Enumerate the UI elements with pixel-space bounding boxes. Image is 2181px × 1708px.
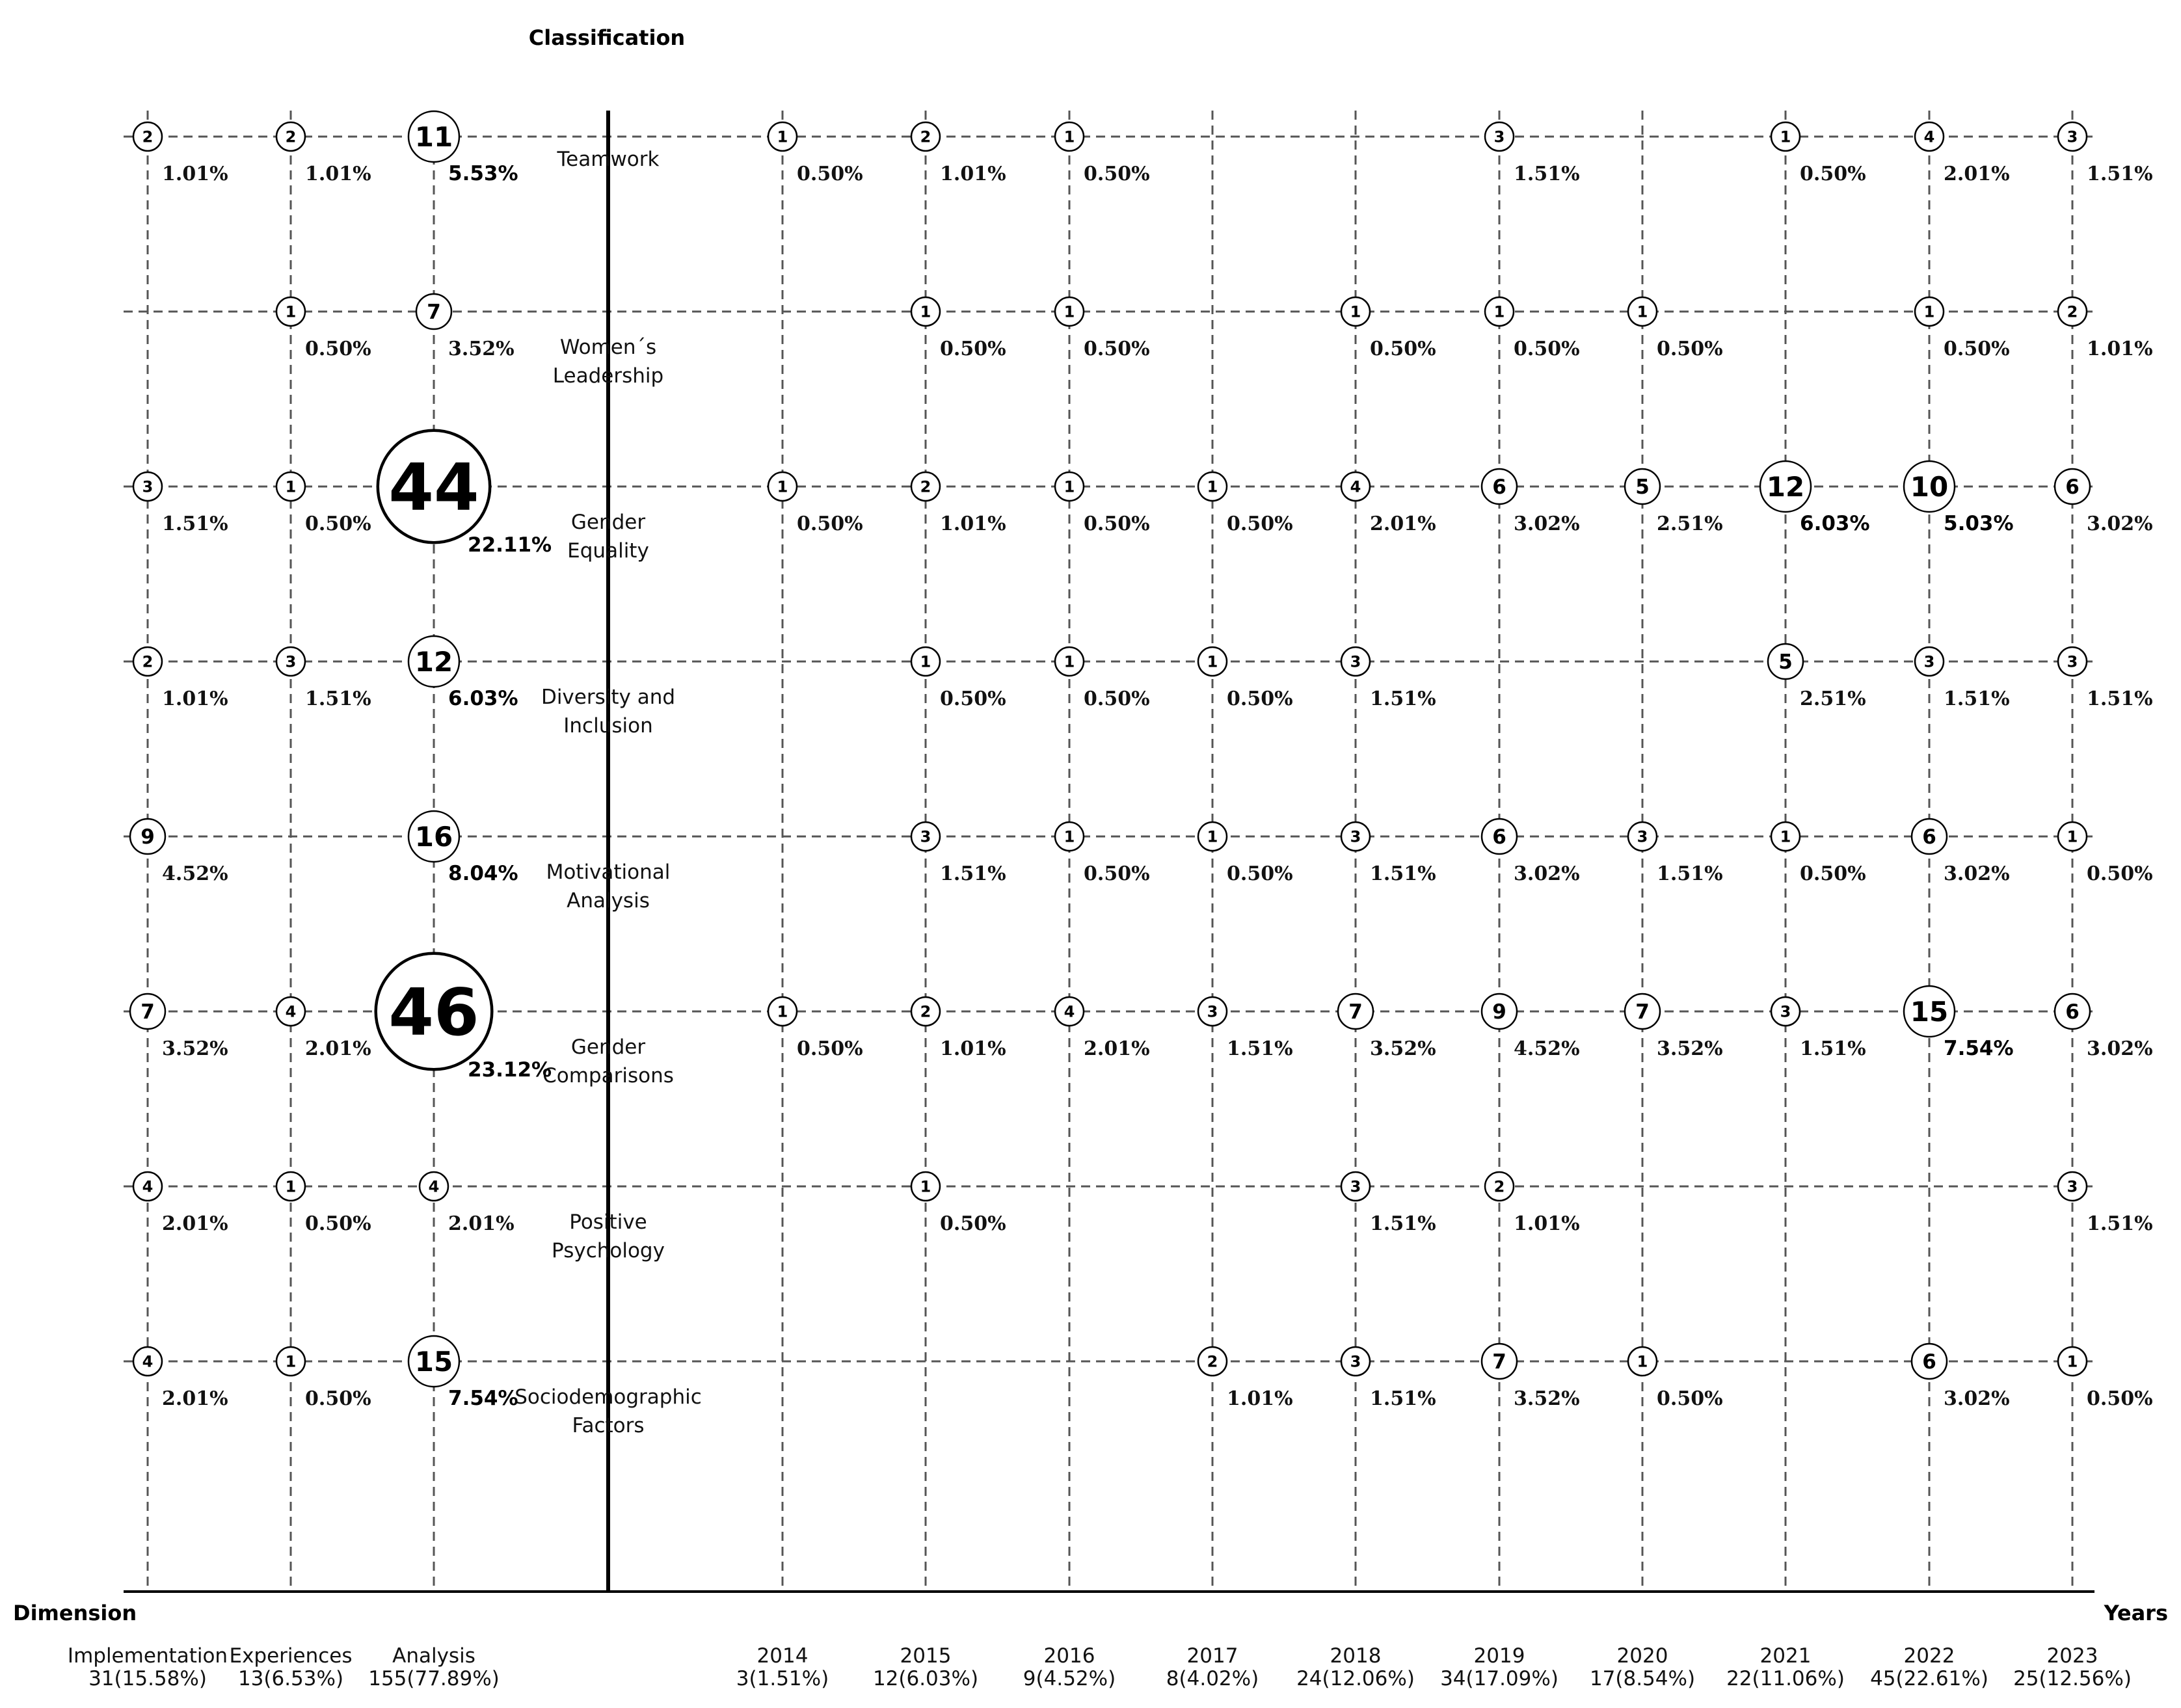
bubble-percent-label: 1.01%	[940, 513, 1006, 535]
bubble-value-label: 1	[285, 302, 297, 321]
x-tick-label: 2020	[1616, 1644, 1668, 1668]
bubble	[2055, 469, 2153, 535]
bubble-value-label: 7	[427, 300, 441, 325]
bubble-value-label: 44	[388, 449, 479, 526]
bubble-percent-label: 1.51%	[1800, 1037, 1866, 1060]
bubble-percent-label: 23.12%	[468, 1058, 552, 1082]
bubble-percent-label: 2.01%	[305, 1037, 371, 1060]
category-label: Inclusion	[563, 714, 653, 738]
bubble-percent-label: 1.51%	[1227, 1037, 1293, 1060]
x-tick	[229, 1644, 352, 1690]
bubble-value-label: 6	[1922, 825, 1936, 849]
category-label: Psychology	[552, 1239, 665, 1262]
bubble-percent-label: 0.50%	[1084, 687, 1150, 710]
bubble-percent-label: 1.51%	[940, 862, 1006, 885]
bubble-percent-label: 0.50%	[1514, 338, 1580, 360]
bubble	[1904, 986, 2014, 1060]
bubble-percent-label: 2.01%	[1084, 1037, 1150, 1060]
bubble-percent-label: 1.51%	[1370, 687, 1436, 710]
bubble-percent-label: 0.50%	[305, 1387, 371, 1410]
bubble	[1768, 644, 1866, 710]
bubble-value-label: 1	[777, 477, 788, 496]
bubble-value-label: 16	[414, 821, 453, 853]
bubble-percent-label: 3.02%	[2087, 513, 2153, 535]
x-tick	[368, 1644, 500, 1690]
bubble-percent-label: 8.04%	[448, 862, 518, 885]
category-label: Comparisons	[542, 1064, 674, 1088]
bubble-value-label: 1	[920, 302, 931, 321]
bubble-percent-label: 6.03%	[1800, 512, 1870, 535]
bubble-value-label: 9	[140, 825, 155, 849]
x-tick-label: Implementation	[67, 1644, 228, 1668]
x-tick-label: 2022	[1903, 1644, 1955, 1668]
bubble-value-label: 3	[2067, 1177, 2078, 1196]
bubble	[2055, 994, 2153, 1060]
bubble-value-label: 3	[2067, 652, 2078, 671]
bubble-value-label: 3	[285, 652, 297, 671]
x-tick-label: 2021	[1760, 1644, 1812, 1668]
chart-title: Classification	[528, 25, 686, 50]
bubble-percent-label: 0.50%	[1084, 513, 1150, 535]
x-tick-total-label: 45(22.61%)	[1870, 1667, 1988, 1690]
bubble-percent-label: 1.01%	[940, 1037, 1006, 1060]
bubble-percent-label: 3.52%	[1657, 1037, 1723, 1060]
bubble	[1912, 819, 2010, 885]
bubble-percent-label: 1.01%	[1227, 1387, 1293, 1410]
x-tick-total-label: 22(11.06%)	[1726, 1667, 1845, 1690]
bubble-value-label: 1	[920, 652, 931, 671]
bubble-value-label: 1	[1207, 827, 1218, 846]
dimension-axis-label: Dimension	[13, 1601, 137, 1625]
bubble-value-label: 1	[1780, 127, 1791, 146]
bubble-percent-label: 3.02%	[1944, 862, 2010, 885]
bubble-value-label: 1	[1493, 302, 1505, 321]
bubble-value-label: 15	[414, 1346, 453, 1378]
bubble	[378, 431, 552, 557]
bubble-percent-label: 1.51%	[1657, 862, 1723, 885]
bubble-percent-label: 7.54%	[448, 1387, 518, 1410]
x-tick-total-label: 9(4.52%)	[1023, 1667, 1116, 1690]
bubble	[376, 954, 552, 1082]
x-tick-total-label: 24(12.06%)	[1296, 1667, 1415, 1690]
bubble-value-label: 1	[1064, 827, 1075, 846]
bubble-value-label: 12	[414, 646, 453, 678]
bubble-value-label: 3	[1923, 652, 1935, 671]
x-tick-label: 2014	[756, 1644, 809, 1668]
bubble-value-label: 1	[1064, 127, 1075, 146]
bubble	[408, 1336, 518, 1410]
bubble-value-label: 6	[1922, 1350, 1936, 1374]
bubble	[1482, 819, 1580, 885]
category-label: Leadership	[552, 364, 664, 388]
bubble-percent-label: 0.50%	[940, 687, 1006, 710]
x-tick	[1726, 1644, 1845, 1690]
bubble-percent-label: 1.51%	[2087, 163, 2153, 185]
bubble	[1482, 469, 1580, 535]
bubble-value-label: 2	[142, 127, 154, 146]
bubble-percent-label: 0.50%	[1800, 862, 1866, 885]
x-tick-total-label: 3(1.51%)	[736, 1667, 829, 1690]
bubble-value-label: 2	[285, 127, 297, 146]
bubble-value-label: 4	[1064, 1002, 1075, 1021]
category-label: Diversity and	[541, 686, 676, 709]
bubble-value-label: 1	[285, 1177, 297, 1196]
bubble-percent-label: 0.50%	[797, 513, 863, 535]
bubble-value-label: 3	[1350, 652, 1361, 671]
bubble-value-label: 2	[920, 127, 931, 146]
bubble-value-label: 3	[1207, 1002, 1218, 1021]
bubble-percent-label: 4.52%	[162, 862, 228, 885]
x-tick-total-label: 17(8.54%)	[1589, 1667, 1696, 1690]
bubble-value-label: 6	[1492, 825, 1506, 849]
category-label: Factors	[572, 1414, 645, 1437]
bubble-percent-label: 0.50%	[305, 513, 371, 535]
bubble-percent-label: 2.51%	[1657, 513, 1723, 535]
bubble-value-label: 2	[2067, 302, 2078, 321]
bubble-value-label: 1	[285, 1352, 297, 1371]
x-tick-labels	[68, 1644, 2132, 1690]
bubble-value-label: 1	[1064, 477, 1075, 496]
bubble	[130, 819, 228, 885]
x-tick	[1166, 1644, 1259, 1690]
bubble-value-label: 1	[1064, 652, 1075, 671]
bubble-value-label: 2	[920, 1002, 931, 1021]
x-tick-total-label: 13(6.53%)	[237, 1667, 344, 1690]
x-tick	[736, 1644, 829, 1690]
bubble-value-label: 10	[1910, 471, 1949, 503]
bubble-value-label: 7	[140, 1000, 155, 1024]
bubble-value-label: 11	[414, 121, 453, 153]
bubble-percent-label: 1.01%	[162, 163, 228, 185]
bubble	[1912, 1344, 2010, 1410]
bubble-value-label: 1	[1207, 652, 1218, 671]
bubble-value-label: 1	[1637, 1352, 1648, 1371]
x-tick-label: 2018	[1330, 1644, 1382, 1668]
category-label: Gender	[570, 1035, 646, 1059]
bubble-percent-label: 3.52%	[162, 1037, 228, 1060]
bubble-value-label: 4	[428, 1177, 440, 1196]
bubble-percent-label: 0.50%	[1800, 163, 1866, 185]
x-tick-total-label: 155(77.89%)	[368, 1667, 500, 1690]
bubble-percent-label: 1.51%	[1370, 1387, 1436, 1410]
bubble-percent-label: 2.01%	[162, 1212, 228, 1235]
bubble-percent-label: 0.50%	[940, 1212, 1006, 1235]
bubble-percent-label: 1.51%	[1944, 687, 2010, 710]
x-tick	[1590, 1644, 1695, 1690]
bubble-value-label: 3	[1350, 827, 1361, 846]
x-tick-label: 2017	[1186, 1644, 1238, 1668]
bubble-value-label: 2	[920, 477, 931, 496]
bubble-value-label: 7	[1492, 1350, 1506, 1374]
bubble-value-label: 2	[1493, 1177, 1505, 1196]
bubble-percent-label: 0.50%	[1084, 338, 1150, 360]
bubble-percent-label: 1.01%	[162, 687, 228, 710]
bubble-value-label: 4	[1923, 127, 1935, 146]
x-tick	[1870, 1644, 1988, 1690]
bubble-value-label: 1	[2067, 827, 2078, 846]
bubble	[408, 636, 518, 710]
bubble	[1482, 1344, 1580, 1410]
x-tick	[2013, 1644, 2132, 1690]
bubble-value-label: 1	[777, 1002, 788, 1021]
bubble-percent-label: 1.51%	[1514, 163, 1580, 185]
bubble-value-label: 3	[1493, 127, 1505, 146]
bubble	[408, 111, 518, 185]
bubble-value-label: 4	[142, 1352, 154, 1371]
x-tick	[1440, 1644, 1559, 1690]
bubble-value-label: 12	[1766, 471, 1805, 503]
category-label: Teamwork	[557, 148, 660, 171]
bubble-value-label: 7	[1348, 1000, 1363, 1024]
bubble-percent-label: 3.02%	[1514, 513, 1580, 535]
bubble	[1760, 461, 1870, 535]
bubble-value-label: 2	[1207, 1352, 1218, 1371]
bubble-percent-label: 0.50%	[305, 338, 371, 360]
bubble-percent-label: 22.11%	[468, 533, 552, 557]
bubble-percent-label: 1.01%	[305, 163, 371, 185]
x-tick-label: 2015	[900, 1644, 952, 1668]
bubble-percent-label: 1.51%	[2087, 687, 2153, 710]
x-tick-label: 2016	[1043, 1644, 1095, 1668]
bubble	[1625, 469, 1723, 535]
bubble-percent-label: 1.01%	[2087, 338, 2153, 360]
bubble-percent-label: 2.51%	[1800, 687, 1866, 710]
bubble-value-label: 5	[1635, 475, 1650, 500]
x-tick	[68, 1644, 228, 1690]
bubble-value-label: 46	[388, 974, 479, 1050]
bubble-percent-label: 7.54%	[1944, 1037, 2014, 1060]
bubble-percent-label: 0.50%	[1657, 338, 1723, 360]
bubble-value-label: 3	[1637, 827, 1648, 846]
x-tick-label: 2023	[2046, 1644, 2098, 1668]
bubble-percent-label: 2.01%	[162, 1387, 228, 1410]
x-tick-label: Experiences	[229, 1644, 353, 1668]
x-tick-total-label: 34(17.09%)	[1440, 1667, 1559, 1690]
bubble-percent-label: 0.50%	[797, 1037, 863, 1060]
bubble-value-label: 1	[1780, 827, 1791, 846]
bubble-percent-label: 3.52%	[1370, 1037, 1436, 1060]
x-tick	[873, 1644, 978, 1690]
x-tick-label: 2019	[1473, 1644, 1525, 1668]
bubble-percent-label: 1.51%	[1370, 1212, 1436, 1235]
bubble-value-label: 6	[1492, 475, 1506, 500]
bubble-value-label: 1	[1064, 302, 1075, 321]
bubble-percent-label: 0.50%	[1944, 338, 2010, 360]
x-tick-total-label: 8(4.02%)	[1166, 1667, 1259, 1690]
bubble-percent-label: 0.50%	[1227, 862, 1293, 885]
bubble-percent-label: 0.50%	[1227, 513, 1293, 535]
bubble-percent-label: 2.01%	[1944, 163, 2010, 185]
x-tick	[1296, 1644, 1415, 1690]
bubble-value-label: 1	[285, 477, 297, 496]
bubble-percent-label: 1.51%	[305, 687, 371, 710]
x-tick-total-label: 12(6.03%)	[872, 1667, 979, 1690]
bubble-value-label: 4	[285, 1002, 297, 1021]
bubble-percent-label: 3.52%	[448, 338, 515, 360]
bubble-percent-label: 3.52%	[1514, 1387, 1580, 1410]
bubble-percent-label: 0.50%	[797, 163, 863, 185]
bubble-percent-label: 6.03%	[448, 687, 518, 710]
bubble-percent-label: 0.50%	[305, 1212, 371, 1235]
bubble	[1482, 994, 1580, 1060]
category-label: Gender	[570, 511, 646, 534]
bubble-percent-label: 3.02%	[1514, 862, 1580, 885]
bubble-value-label: 3	[1780, 1002, 1791, 1021]
category-label: Sociodemographic	[515, 1385, 702, 1409]
bubble-percent-label: 3.02%	[1944, 1387, 2010, 1410]
bubble-percent-label: 0.50%	[940, 338, 1006, 360]
category-label: Positive	[569, 1210, 647, 1234]
bubble-percent-label: 1.51%	[2087, 1212, 2153, 1235]
bubble-value-label: 6	[2065, 1000, 2080, 1024]
x-tick-total-label: 31(15.58%)	[88, 1667, 207, 1690]
bubble-percent-label: 5.53%	[448, 162, 518, 185]
bubble-percent-label: 5.03%	[1944, 512, 2014, 535]
bubble-percent-label: 1.51%	[162, 513, 228, 535]
bubble-value-label: 1	[920, 1177, 931, 1196]
category-label: Motivational	[546, 861, 671, 884]
bubble-value-label: 3	[2067, 127, 2078, 146]
bubble-percent-label: 0.50%	[1084, 862, 1150, 885]
bubble-percent-label: 1.01%	[1514, 1212, 1580, 1235]
years-axis-label: Years	[2104, 1601, 2168, 1625]
bubble	[416, 294, 515, 360]
bubble-percent-label: 3.02%	[2087, 1037, 2153, 1060]
bubble-value-label: 3	[920, 827, 931, 846]
bubble-percent-label: 1.01%	[940, 163, 1006, 185]
bubble-value-label: 15	[1910, 996, 1949, 1028]
bubble-value-label: 1	[777, 127, 788, 146]
category-label: Equality	[567, 539, 649, 563]
category-label: Analysis	[567, 889, 650, 913]
bubble-percent-label: 0.50%	[2087, 862, 2153, 885]
bubble-percent-label: 2.01%	[448, 1212, 515, 1235]
bubble-percent-label: 0.50%	[1370, 338, 1436, 360]
bubble	[1338, 994, 1436, 1060]
bubble-value-label: 1	[1350, 302, 1361, 321]
bubble-value-label: 3	[142, 477, 154, 496]
bubble-value-label: 3	[1350, 1352, 1361, 1371]
bubble	[1904, 461, 2014, 535]
x-tick	[1023, 1644, 1116, 1690]
bubble-value-label: 2	[142, 652, 154, 671]
bubble-value-label: 4	[1350, 477, 1361, 496]
bubble	[1625, 994, 1723, 1060]
bubble	[130, 994, 228, 1060]
bubble-percent-label: 4.52%	[1514, 1037, 1580, 1060]
bubble	[408, 811, 518, 885]
bubble-percent-label: 1.51%	[1370, 862, 1436, 885]
bubble-percent-label: 0.50%	[1657, 1387, 1723, 1410]
category-label: Women´s	[559, 336, 657, 359]
bubble-value-label: 1	[1207, 477, 1218, 496]
bubble-value-label: 5	[1778, 650, 1793, 674]
bubble-value-label: 1	[1923, 302, 1935, 321]
bubble-value-label: 6	[2065, 475, 2080, 500]
bubble-value-label: 3	[1350, 1177, 1361, 1196]
x-tick-total-label: 25(12.56%)	[2013, 1667, 2132, 1690]
bubble-percent-label: 0.50%	[2087, 1387, 2153, 1410]
bubble-value-label: 7	[1635, 1000, 1650, 1024]
bubble-value-label: 1	[2067, 1352, 2078, 1371]
bubble-value-label: 9	[1492, 1000, 1506, 1024]
bubble-value-label: 4	[142, 1177, 154, 1196]
bubble-percent-label: 0.50%	[1227, 687, 1293, 710]
bubble-percent-label: 2.01%	[1370, 513, 1436, 535]
x-tick-label: Analysis	[392, 1644, 475, 1668]
bubble-percent-label: 0.50%	[1084, 163, 1150, 185]
bubble-value-label: 1	[1637, 302, 1648, 321]
